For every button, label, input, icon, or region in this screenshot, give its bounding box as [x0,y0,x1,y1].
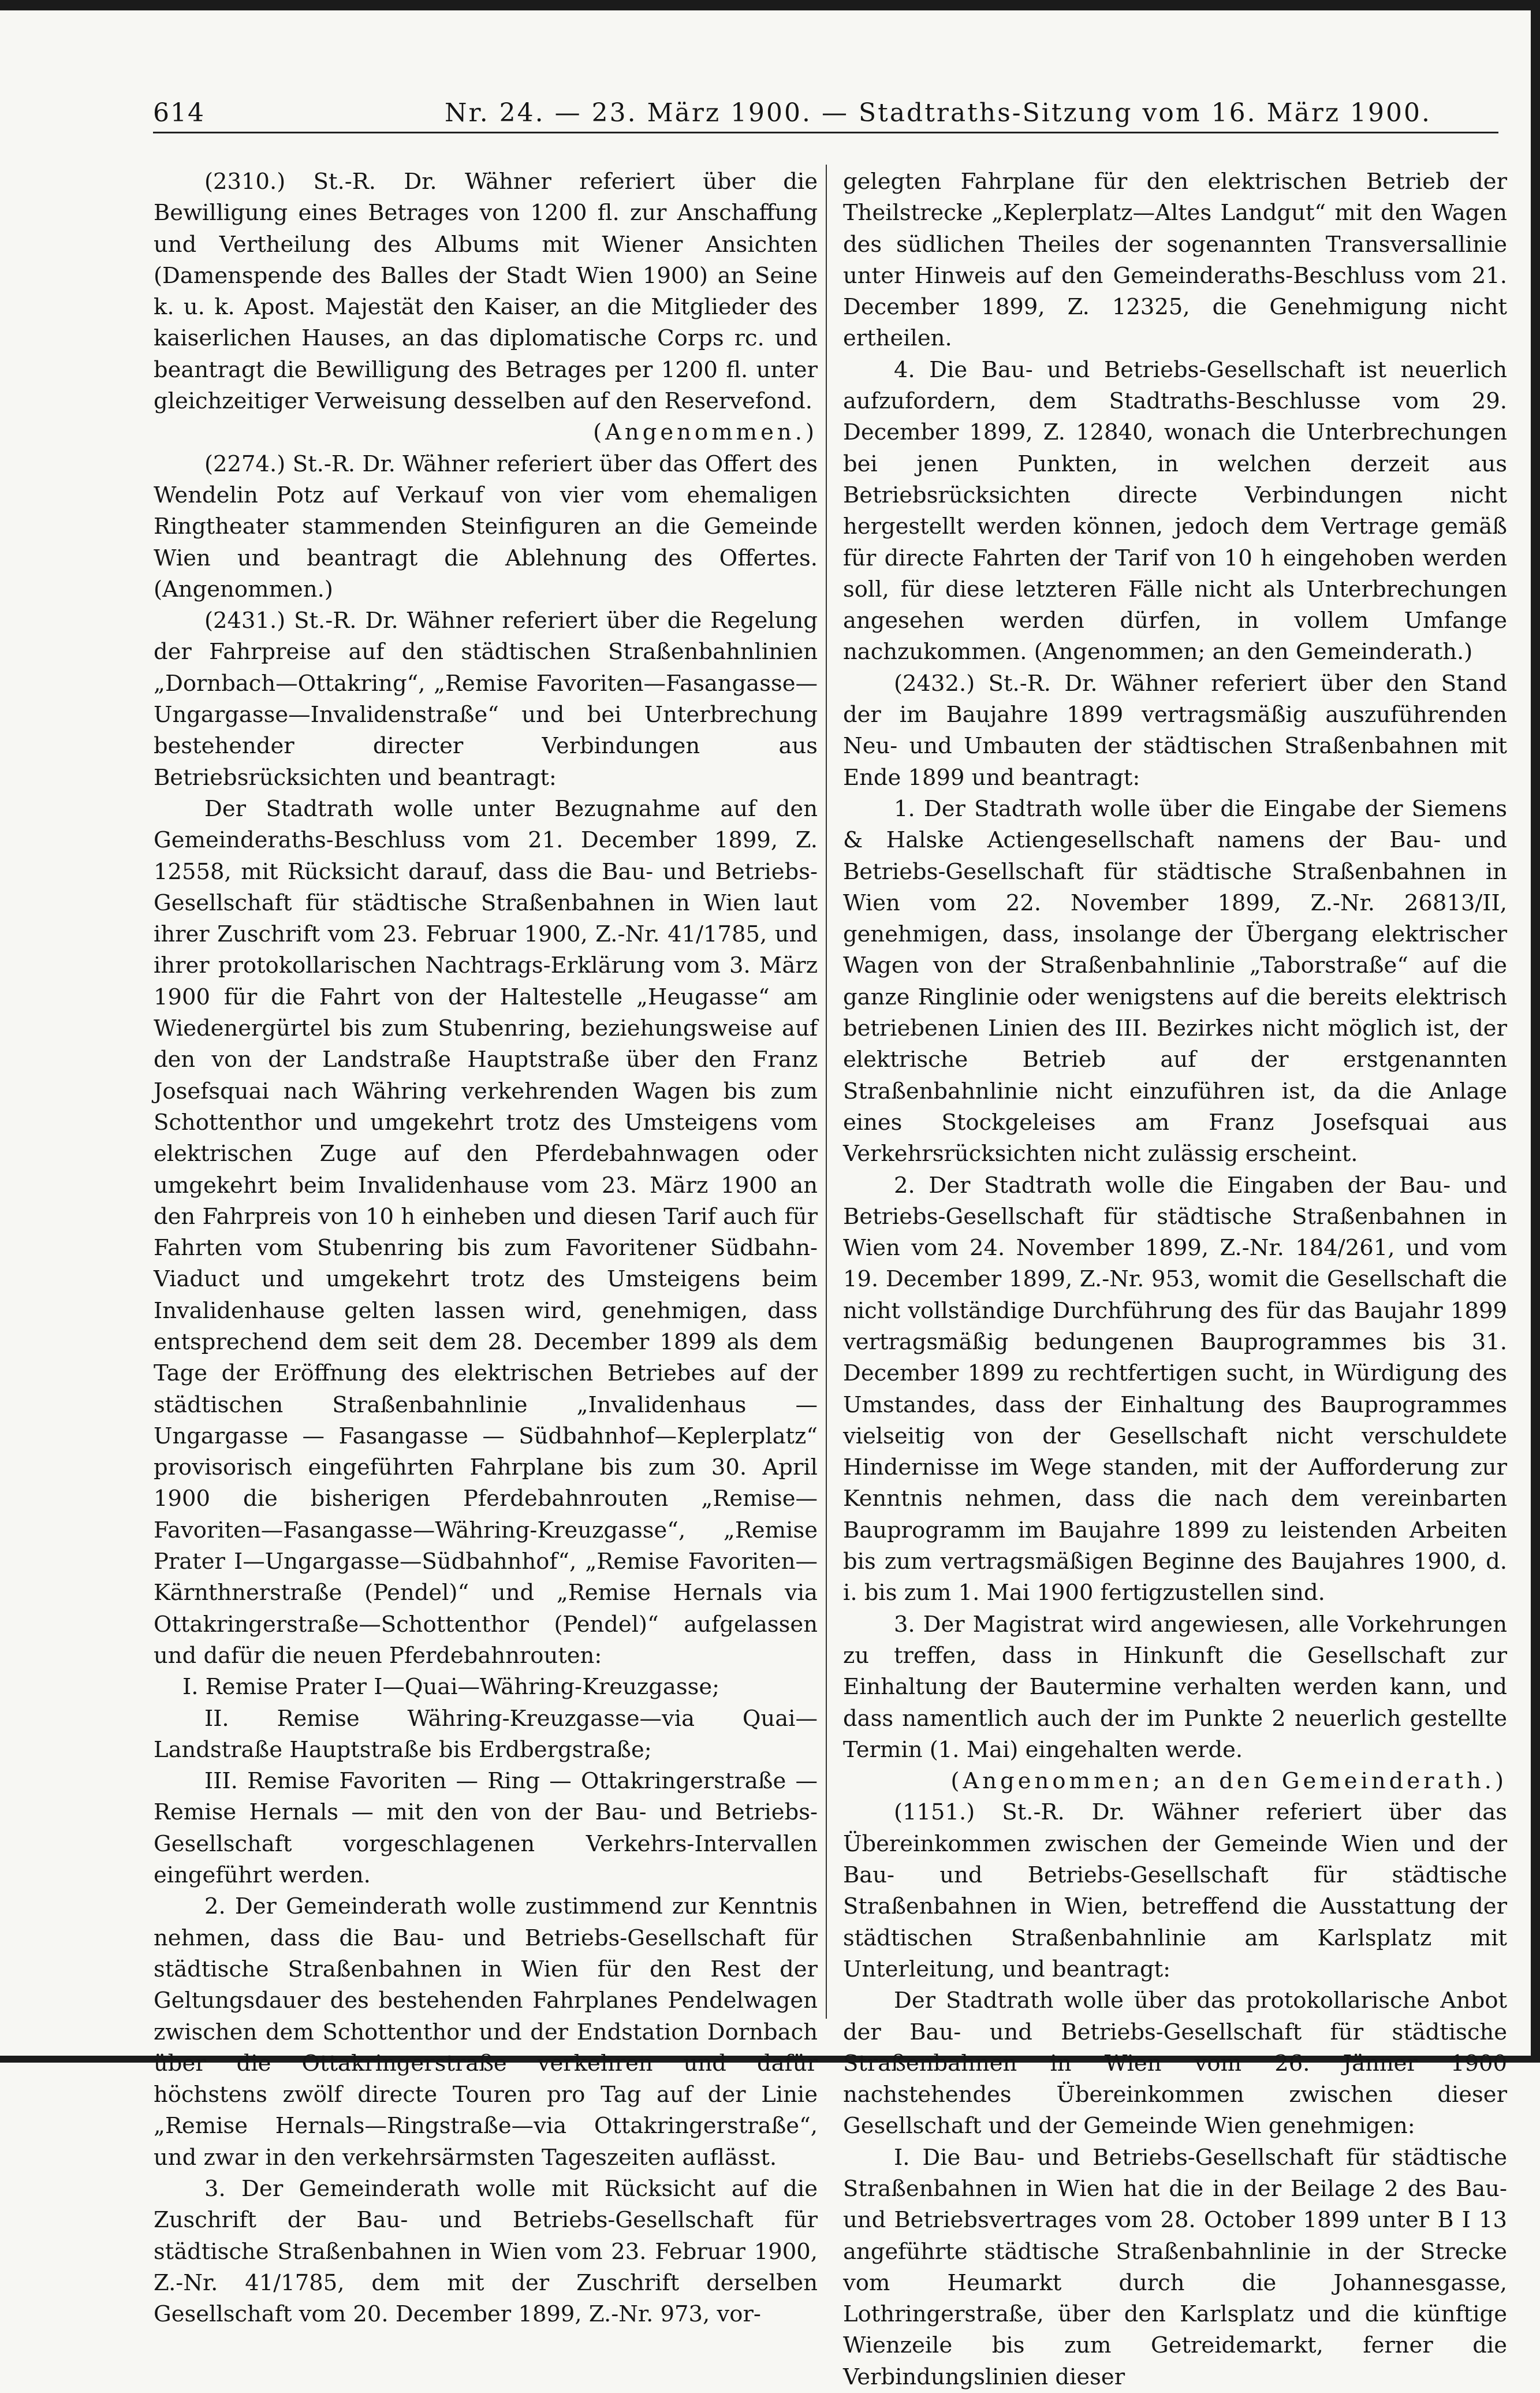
route-item: I. Remise Prater I—Quai—Währing-Kreuzgasse; [182,1674,720,1700]
page-number: 614 [153,98,205,128]
paragraph: (2431.) St.-R. Dr. Wähner referiert über die Regelung der Fahrpreise auf den städtischen Straßenbahnlinien „Dornbach—Ottakring“, „Remise Favoriten—Fasangasse—Ungargasse—Invalidenstraße“ und bei Unterbrechung bestehender directer Verbindungen aus Betriebsrücksichten und beantragt: [154,608,818,791]
paragraph: (1151.) St.-R. Dr. Wähner referiert über das Übereinkommen zwischen der Gemeinde Wien und der Bau- und Betriebs-Gesellschaft für städtische Straßenbahnen in Wien, betreffend die Ausstattung der städtischen Straßenbahnlinie am Karlsplatz mit Unterleitung, und beantragt: [843,1799,1507,1982]
right-column [843,166,1507,2393]
scan-edge-top [0,0,1540,10]
route-item: III. Remise Favoriten — Ring — Ottakringerstraße — Remise Hernals — mit den von der Bau- und Betriebs-Gesellschaft vorgeschlagenen Verkehrs-Intervallen eingeführt werden. [154,1768,818,1889]
paragraph: (2310.) St.-R. Dr. Wähner referiert über die Bewilligung eines Betrages von 1200 fl. zur Anschaffung und Vertheilung des Albums mit Wiener Ansichten (Damenspende des Balles der Stadt Wien 1900) an Seine k. u. k. Apost. Majestät den Kaiser, an die Mitglieder des kaiserlichen Hauses, an das diplomatische Corps rc. und beantragt die Bewilligung des Betrages per 1200 fl. unter gleichzeitiger Verweisung desselben auf den Reservefond. [154,169,818,415]
left-column [154,166,818,2330]
paragraph: I. Die Bau- und Betriebs-Gesellschaft für städtische Straßenbahnen in Wien hat die in der Beilage 2 des Bau- und Betriebsvertrages vom 28. October 1899 unter B I 13 angeführte städtische Straßenbahnlinie in der Strecke vom Heumarkt durch die Johannesgasse, Lothringerstraße, über den Karlsplatz und die künftige Wienzeile bis zum Getreidemarkt, ferner die Verbindungslinien dieser [843,2144,1507,2390]
paragraph: Der Stadtrath wolle über das protokollarische Anbot der Bau- und Betriebs-Gesellschaft für städtische Straßenbahnen in Wien vom 26. Jänner 1900 nachstehendes Übereinkommen zwischen dieser Gesellschaft und der Gemeinde Wien genehmigen: [843,1988,1507,2139]
paragraph: (2274.) St.-R. Dr. Wähner referiert über das Offert des Wendelin Potz auf Verkauf von vier vom ehemaligen Ringtheater stammenden Steinfiguren an die Gemeinde Wien und beantragt die Ablehnung des Offertes. (Angenommen.) [154,451,818,602]
paragraph: 2. Der Gemeinderath wolle zustimmend zur Kenntnis nehmen, dass die Bau- und Betriebs-Gesellschaft für städtische Straßenbahnen in Wien für den Rest der Geltungsdauer des bestehenden Fahrplanes Pendelwagen zwischen dem Schottenthor und der Endstation Dornbach über die Ottakringerstraße verkehren und dafür höchstens zwölf directe Touren pro Tag auf der Linie „Remise Hernals—Ringstraße—via Ottakringerstraße“, und zwar in den verkehrsärmsten Tageszeiten auflässt. [154,1893,818,2171]
paragraph: 3. Der Magistrat wird angewiesen, alle Vorkehrungen zu treffen, dass in Hinkunft die Gesellschaft zur Einhaltung der Bautermine verhalten werden kann, und dass namentlich auch der im Punkte 2 neuerlich gestellte Termin (1. Mai) eingehalten werde. [843,1611,1507,1763]
column-divider [826,165,827,2019]
paragraph: (2432.) St.-R. Dr. Wähner referiert über den Stand der im Baujahre 1899 vertragsmäßig auszuführenden Neu- und Umbauten der städtischen Straßenbahnen mit Ende 1899 und beantragt: [843,670,1507,791]
scan-edge-right [1531,0,1540,2063]
resolution-note: (Angenommen.) [593,419,818,446]
paragraph: Der Stadtrath wolle unter Bezugnahme auf den Gemeinderaths-Beschluss vom 21. December 1899, Z. 12558, mit Rücksicht darauf, dass die Bau- und Betriebs-Gesellschaft für städtische Straßenbahnen in Wien laut ihrer Zuschrift vom 23. Februar 1900, Z.-Nr. 41/1785, und ihrer protokollarischen Nachtrags-Erklärung vom 3. März 1900 für die Fahrt von der Haltestelle „Heugasse“ am Wiedenergürtel bis zum Stubenring, beziehungsweise auf den von der Landstraße Hauptstraße über den Franz Josefsquai nach Währing verkehrenden Wagen bis zum Schottenthor und umgekehrt trotz des Umsteigens vom elektrischen Zuge auf den Pferdebahnwagen oder umgekehrt beim Invalidenhause vom 23. März 1900 an den Fahrpreis von 10 h einheben und diesen Tarif auch für Fahrten vom Stubenring bis zum Favoritener Südbahn-Viaduct und umgekehrt trotz des Umsteigens beim Invalidenhause gelten lassen wird, genehmigen, dass entsprechend dem seit dem 28. December 1899 als dem Tage der Eröffnung des elektrischen Betriebes auf der städtischen Straßenbahnlinie „Invalidenhaus — Ungargasse — Fasangasse — Südbahnhof—Keplerplatz“ provisorisch eingeführten Fahrplane bis zum 30. April 1900 die bisherigen Pferdebahnrouten „Remise—Favoriten—Fasangasse—Währing-Kreuzgasse“, „Remise Prater I—Ungargasse—Südbahnhof“, „Remise Favoriten—Kärnthnerstraße (Pendel)“ und „Remise Hernals via Ottakringerstraße—Schottenthor (Pendel)“ aufgelassen und dafür die neuen Pferdebahnrouten: [154,795,818,1669]
resolution-note: (Angenommen; an den Gemeinderath.) [950,1768,1507,1795]
paragraph: 3. Der Gemeinderath wolle mit Rücksicht auf die Zuschrift der Bau- und Betriebs-Gesellschaft für städtische Straßenbahnen in Wien vom 23. Februar 1900, Z.-Nr. 41/1785, dem mit der Zuschrift derselben Gesellschaft vom 20. December 1899, Z.-Nr. 973, vor- [154,2176,818,2328]
paragraph: 4. Die Bau- und Betriebs-Gesellschaft ist neuerlich aufzufordern, dem Stadtraths-Beschlusse vom 29. December 1899, Z. 12840, wonach die Unterbrechungen bei jenen Punkten, in welchen derzeit aus Betriebsrücksichten directe Verbindungen nicht hergestellt werden können, jedoch dem Vertrage gemäß für directe Fahrten der Tarif von 10 h eingehoben werden soll, für diese letzteren Fälle nicht als Unterbrechungen angesehen werden dürfen, in vollem Umfange nachzukommen. (Angenommen; an den Gemeinderath.) [843,356,1507,665]
paragraph: 1. Der Stadtrath wolle über die Eingabe der Siemens & Halske Actiengesellschaft namens der Bau- und Betriebs-Gesellschaft für städtische Straßenbahnen in Wien vom 22. November 1899, Z.-Nr. 26813/II, genehmigen, dass, insolange der Übergang elektrischer Wagen von der Straßenbahnlinie „Taborstraße“ auf die ganze Ringlinie oder wenigstens auf die bereits elektrisch betriebenen Linien des III. Bezirkes nicht möglich ist, der elektrische Betrieb auf der erstgenannten Straßenbahnlinie nicht einzuführen ist, da die Anlage eines Stockgeleises am Franz Josefsquai aus Verkehrsrücksichten nicht zulässig erscheint. [843,795,1507,1167]
paragraph-continuation: gelegten Fahrplane für den elektrischen Betrieb der Theilstrecke „Keplerplatz—Altes Landgut“ mit den Wagen des südlichen Theiles der sogenannten Transversallinie unter Hinweis auf den Gemeinderaths-Beschluss vom 21. December 1899, Z. 12325, die Genehmigung nicht ertheilen. [843,169,1507,352]
header-rule [153,132,1498,133]
route-item: II. Remise Währing-Kreuzgasse—via Quai—Landstraße Hauptstraße bis Erdbergstraße; [154,1705,818,1763]
running-title: Nr. 24. — 23. März 1900. — Stadtraths-Sitzung vom 16. März 1900. [445,98,1432,128]
paragraph: 2. Der Stadtrath wolle die Eingaben der Bau- und Betriebs-Gesellschaft für städtische Straßenbahnen in Wien vom 24. November 1899, Z.-Nr. 184/261, und vom 19. December 1899, Z.-Nr. 953, womit die Gesellschaft die nicht vollständige Durchführung des für das Baujahr 1899 vertragsmäßig bedungenen Bauprogrammes bis 31. December 1899 zu rechtfertigen sucht, in Würdigung des Umstandes, dass der Einhaltung des Bauprogrammes vielseitig von der Gesellschaft nicht verschuldete Hindernisse im Wege standen, mit der Aufforderung zur Kenntnis nehmen, dass die nach dem vereinbarten Bauprogramm im Baujahre 1899 zu leistenden Arbeiten bis zum vertragsmäßigen Beginne des Baujahres 1900, d. i. bis zum 1. Mai 1900 fertigzustellen sind. [843,1172,1507,1606]
